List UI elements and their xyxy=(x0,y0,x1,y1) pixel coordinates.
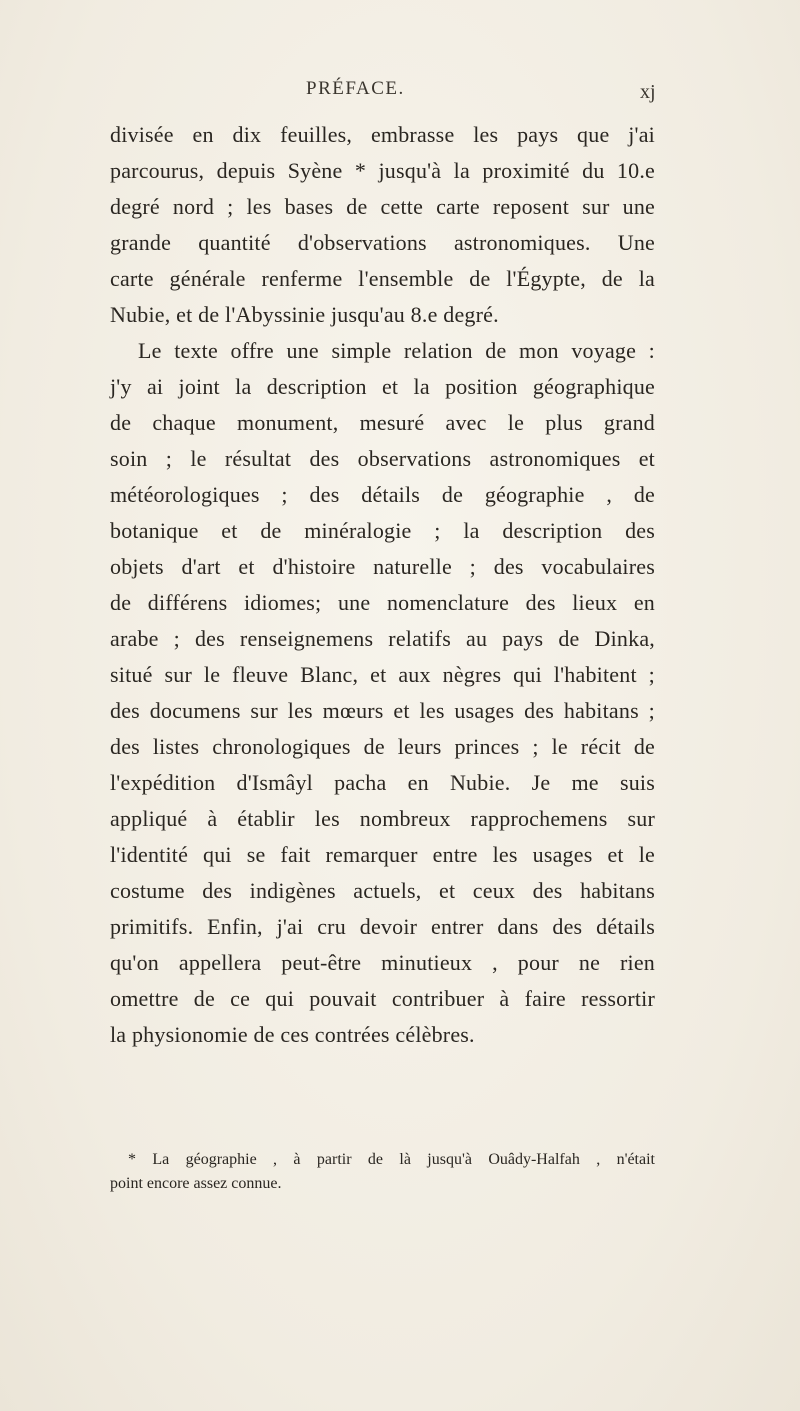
text-line: costume des indigènes actuels, et ceux des habitans xyxy=(110,878,655,903)
text-line: situé sur le fleuve Blanc, et aux nègres qui l'habitent ; xyxy=(110,662,655,687)
text-line: parcourus, depuis Syène * jusqu'à la proximité du 10.e xyxy=(110,158,655,183)
text-line: arabe ; des renseignemens relatifs au pays de Dinka, xyxy=(110,626,655,651)
text-line: de chaque monument, mesuré avec le plus grand xyxy=(110,410,655,435)
text-line: Le texte offre une simple relation de mon voyage : xyxy=(138,338,655,363)
page-number: xj xyxy=(640,81,656,103)
footnote xyxy=(110,1148,655,1196)
text-line: soin ; le résultat des observations astronomiques et xyxy=(110,446,655,471)
text-line: carte générale renferme l'ensemble de l'Égypte, de la xyxy=(110,266,655,291)
text-line: des listes chronologiques de leurs princes ; le récit de xyxy=(110,734,655,759)
text-line: degré nord ; les bases de cette carte reposent sur une xyxy=(110,194,655,219)
text-line: appliqué à établir les nombreux rapprochemens sur xyxy=(110,806,655,831)
text-line: grande quantité d'observations astronomiques. Une xyxy=(110,230,655,255)
text-line: l'expédition d'Ismâyl pacha en Nubie. Je me suis xyxy=(110,770,655,795)
running-head xyxy=(0,78,800,118)
text-line: divisée en dix feuilles, embrasse les pays que j'ai xyxy=(110,122,655,147)
running-title: PRÉFACE. xyxy=(306,78,405,99)
text-line: objets d'art et d'histoire naturelle ; des vocabulaires xyxy=(110,554,655,579)
footnote-line: point encore assez connue. xyxy=(110,1175,282,1192)
text-line: omettre de ce qui pouvait contribuer à faire ressortir xyxy=(110,986,655,1011)
text-line: j'y ai joint la description et la position géographique xyxy=(110,374,655,399)
text-line: météorologiques ; des détails de géographie , de xyxy=(110,482,655,507)
body-text xyxy=(110,117,655,1053)
text-line: des documens sur les mœurs et les usages des habitans ; xyxy=(110,698,655,723)
text-line: qu'on appellera peut-être minutieux , pour ne rien xyxy=(110,950,655,975)
text-line: la physionomie de ces contrées célèbres. xyxy=(110,1022,475,1047)
footnote-line: * La géographie , à partir de là jusqu'à Ouâdy-Halfah , n'était xyxy=(128,1151,655,1168)
text-line: primitifs. Enfin, j'ai cru devoir entrer dans des détails xyxy=(110,914,655,939)
text-line: l'identité qui se fait remarquer entre les usages et le xyxy=(110,842,655,867)
text-line: de différens idiomes; une nomenclature des lieux en xyxy=(110,590,655,615)
text-line: botanique et de minéralogie ; la description des xyxy=(110,518,655,543)
text-line: Nubie, et de l'Abyssinie jusqu'au 8.e degré. xyxy=(110,302,499,327)
